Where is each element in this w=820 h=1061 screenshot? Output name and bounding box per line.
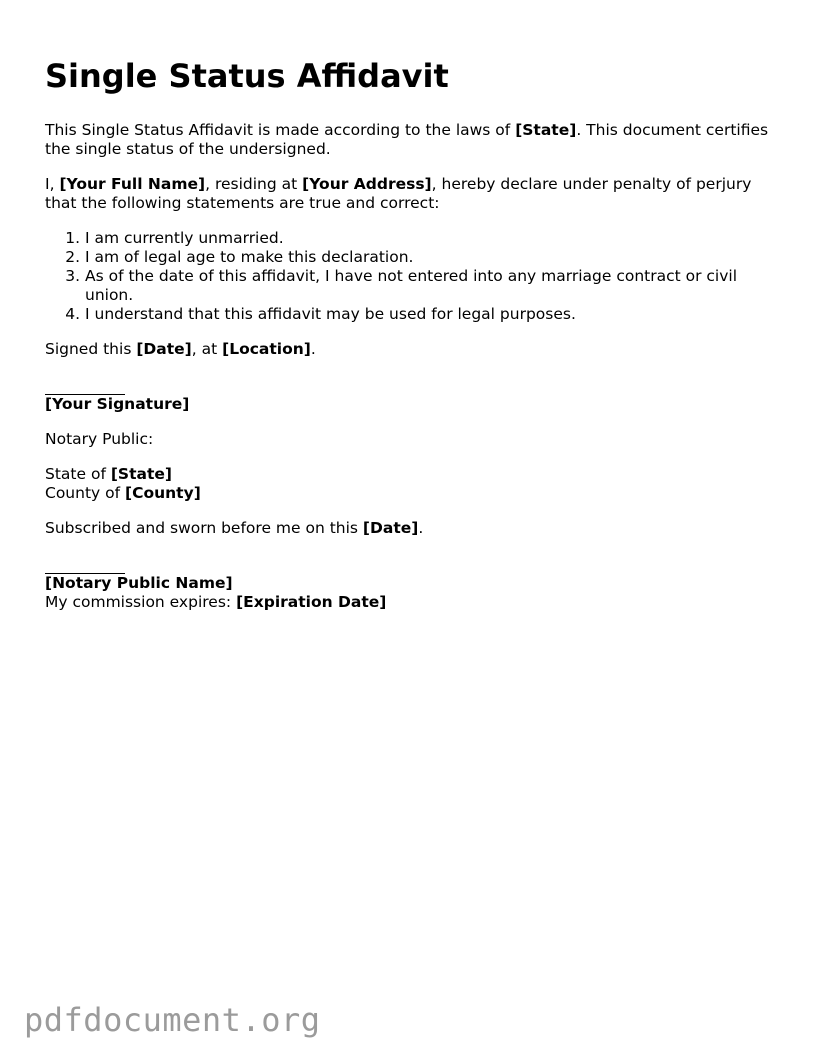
- sworn-date-placeholder: [Date]: [362, 519, 419, 537]
- notary-county-placeholder: [County]: [125, 484, 201, 502]
- declaration-text-start: I,: [45, 175, 60, 193]
- notary-name-label: [Notary Public Name]: [45, 574, 233, 592]
- signature-line: [45, 375, 125, 395]
- notary-heading: Notary Public:: [45, 430, 154, 448]
- full-name-placeholder: [Your Full Name]: [59, 175, 206, 193]
- document-page: [45, 55, 785, 612]
- intro-paragraph: [45, 121, 785, 159]
- notary-signature-block: [45, 554, 785, 612]
- notary-signature-line: [45, 554, 125, 574]
- statement-item: 4. I understand that this affidavit may be used for legal purposes.: [85, 305, 785, 324]
- declaration-paragraph: [45, 175, 785, 213]
- declaration-text-residing: , residing at: [205, 175, 303, 193]
- expiration-date-placeholder: [Expiration Date]: [236, 593, 387, 611]
- declaration-text-end: , hereby declare under penalty of perjury that the following statements are true and correct:: [45, 175, 752, 212]
- statements-list: [45, 229, 785, 324]
- notary-jurisdiction: [45, 465, 785, 503]
- notary-state-label: State of: [45, 465, 111, 483]
- sworn-text-end: .: [418, 519, 424, 537]
- notary-name-line: [45, 574, 785, 593]
- signed-text-end: .: [310, 340, 316, 358]
- watermark-text: pdfdocument.org: [24, 1001, 321, 1039]
- document-title: Single Status Affidavit: [45, 57, 449, 95]
- location-placeholder: [Location]: [222, 340, 311, 358]
- signed-line: [45, 340, 785, 359]
- statement-item: 2. I am of legal age to make this declaration.: [85, 248, 785, 267]
- signed-text-start: Signed this: [45, 340, 137, 358]
- statement-item: 1. I am currently unmarried.: [85, 229, 785, 248]
- state-placeholder: [State]: [515, 121, 577, 139]
- notary-county-line: [45, 484, 785, 503]
- notary-state-line: [45, 465, 785, 484]
- commission-line: [45, 593, 785, 612]
- signed-date-placeholder: [Date]: [136, 340, 192, 358]
- signature-label: [Your Signature]: [45, 395, 190, 413]
- signature-block: [45, 375, 785, 414]
- notary-state-placeholder: [State]: [110, 465, 172, 483]
- statement-item: 3. As of the date of this affidavit, I have not entered into any marriage contract or civil union.: [85, 267, 785, 305]
- intro-text-end: . This document certifies the single status of the undersigned.: [45, 121, 769, 158]
- signed-text-middle: , at: [191, 340, 223, 358]
- intro-text-start: This Single Status Affidavit is made according to the laws of: [45, 121, 516, 139]
- commission-label: My commission expires:: [45, 593, 237, 611]
- sworn-text-start: Subscribed and sworn before me on this: [45, 519, 363, 537]
- address-placeholder: [Your Address]: [302, 175, 432, 193]
- sworn-line: [45, 519, 785, 538]
- notary-county-label: County of: [45, 484, 125, 502]
